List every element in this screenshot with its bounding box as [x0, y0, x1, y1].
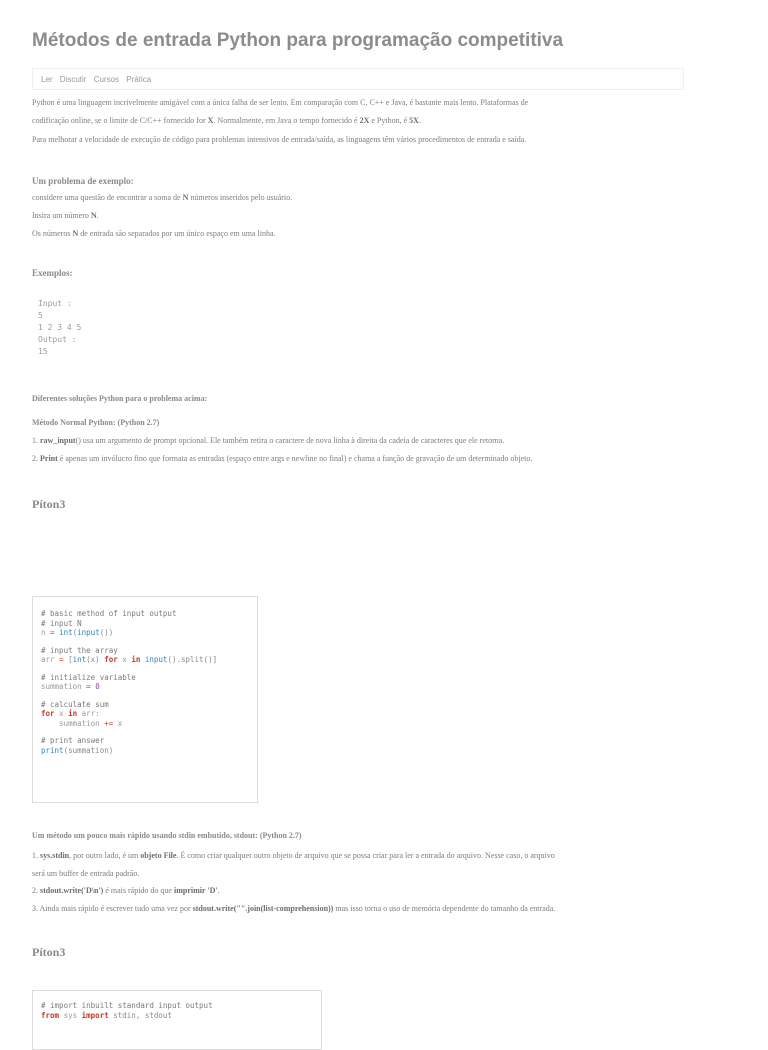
code-token: (x) [86, 655, 105, 664]
emphasis-text: 2X [359, 116, 370, 125]
code-blank-line [41, 665, 249, 673]
code-line [41, 609, 249, 619]
tab-pratica[interactable]: Prática [126, 75, 152, 84]
code-token: += [104, 718, 114, 728]
code-token: (summation) [63, 745, 114, 755]
method2-heading: Um método um pouco mais rápido usando stdin embutido, stdout: (Python 2.7) [32, 831, 302, 840]
code-block[interactable] [32, 990, 322, 1050]
method2-line [32, 851, 555, 861]
solutions-heading: Diferentes soluções Python para o problema acima: [32, 394, 208, 403]
code-token: ( [72, 628, 78, 637]
code-token: summation [41, 682, 87, 691]
code-token: x [54, 709, 69, 718]
code-token: for [104, 655, 118, 664]
text-run: 2. [32, 454, 40, 463]
code-blank-line [41, 692, 249, 700]
emphasis-text: stdout.write('D\n') [40, 886, 104, 895]
example-io: Input : 5 1 2 3 4 5 Output : 15 [38, 299, 82, 356]
code-line [41, 709, 249, 719]
code-token: ()) [99, 628, 114, 637]
code-token: = [86, 682, 91, 691]
code-token: x [113, 718, 123, 728]
code-blank-line [41, 638, 249, 646]
code-token: # input the array [41, 645, 118, 655]
code-line [41, 1011, 313, 1021]
text-run: considere uma questão de encontrar a soma de [32, 193, 183, 202]
code-token: ().split()] [167, 655, 218, 664]
code-line [41, 682, 249, 692]
code-token: input [144, 655, 168, 664]
intro-line [32, 98, 528, 108]
text-run: Python é uma linguagem incrivelmente amigável com a única falha de ser lento. Em comparação com C, C++ e Java, é bastante mais lento. Plataformas de [32, 98, 529, 107]
emphasis-text: sys.stdin [40, 851, 70, 860]
code-line [41, 736, 249, 746]
text-run: mas isso torna o uso de memória dependente do tamanho da entrada. [333, 904, 556, 913]
text-run: é mais rápido do que [103, 886, 174, 895]
code-token: 0 [95, 682, 100, 691]
code-token: = [59, 655, 64, 664]
code-line [41, 628, 249, 638]
text-run: 1. [32, 851, 40, 860]
text-run: será um buffer de entrada padrão. [32, 869, 140, 878]
code-line [41, 719, 249, 729]
code-block[interactable] [32, 596, 258, 803]
method1-line [32, 454, 532, 464]
code-line [41, 1001, 313, 1011]
code-token: sys [59, 1010, 82, 1020]
intro-line [32, 116, 421, 126]
code-token: # basic method of input output [41, 609, 177, 618]
text-run: codificação online, se o limite de C/C++ fornecido for [32, 116, 208, 125]
examples-heading: Exemplos: [32, 268, 73, 278]
tab-cursos[interactable]: Cursos [93, 75, 120, 84]
method2-line [32, 904, 555, 914]
code-token: [ [63, 655, 73, 664]
text-run: Os números [32, 229, 73, 238]
emphasis-text: N [72, 229, 79, 238]
text-run: . [418, 116, 421, 125]
code-line [41, 646, 249, 656]
text-run: 2. [32, 886, 40, 895]
emphasis-text: X [207, 116, 214, 125]
code-token: n [41, 628, 51, 637]
code-token: in [68, 709, 78, 718]
section-heading-python3: Píton3 [32, 497, 66, 511]
emphasis-text: raw_input [40, 436, 76, 445]
code-token: = [50, 628, 55, 637]
text-run: é apenas um invólucro fino que formata as entradas (espaço entre args e newline no final) e chama a função de gravação de um determinado objeto. [57, 454, 533, 463]
code-token: # import inbuilt standard input output [41, 1001, 213, 1010]
code-token: # calculate sum [41, 699, 109, 709]
text-run: Insira um número [32, 211, 91, 220]
code-line [41, 619, 249, 629]
code-token: for [41, 709, 55, 718]
code-token: int [72, 655, 87, 664]
code-token: # initialize variable [41, 672, 136, 682]
text-run: números inseridos pelo usuário. [188, 193, 293, 202]
problem-line [32, 211, 99, 221]
text-run: , por outro lado, é um [69, 851, 141, 860]
text-run: e Python, é [369, 116, 410, 125]
code-line [41, 655, 249, 665]
code-token: # input N [41, 618, 82, 628]
method2-line [32, 869, 139, 879]
emphasis-text: imprimir 'D' [173, 886, 218, 895]
code-token: arr: [77, 709, 100, 718]
section-heading-python3: Píton3 [32, 945, 66, 959]
tab-discutir[interactable]: Discutir [59, 75, 87, 84]
text-run: . É como criar qualquer outro objeto de arquivo que se possa criar para ler a entrada do arquivo. Nesse caso, o arquivo [176, 851, 555, 860]
text-run: 1. [32, 436, 40, 445]
emphasis-text: objeto File [140, 851, 177, 860]
code-token: # print answer [41, 736, 105, 745]
text-run: () usa um argumento de prompt opcional. Ele também retira o caractere de nova linha à direita da cadeia de caracteres que ele retorna. [75, 436, 505, 445]
method1-heading: Método Normal Python: (Python 2.7) [32, 418, 160, 427]
text-run: . Normalmente, em Java o tempo fornecido é [213, 116, 360, 125]
text-run: de entrada são separados por um único espaço em uma linha. [78, 229, 276, 238]
emphasis-text: N [90, 211, 97, 220]
code-token: x [117, 655, 132, 664]
code-token: from [41, 1010, 60, 1020]
text-run: . [96, 211, 99, 220]
emphasis-text: 5X [409, 116, 419, 125]
emphasis-text: stdout.write("".join(list-comprehension)) [192, 904, 334, 913]
method2-line [32, 886, 220, 896]
text-run: 3. Ainda mais rápido é escrever tudo uma vez por [32, 904, 193, 913]
text-run: . [217, 886, 220, 895]
code-blank-line [41, 728, 249, 736]
code-line [41, 700, 249, 710]
code-token: stdin, stdout [108, 1010, 172, 1020]
code-token: import [81, 1010, 109, 1020]
code-token: summation [41, 718, 105, 728]
problem-line [32, 229, 276, 239]
code-token: in [131, 655, 141, 664]
method1-line [32, 436, 504, 446]
problem-heading: Um problema de exemplo: [32, 176, 134, 186]
intro-line [32, 135, 526, 145]
code-token: arr [41, 655, 60, 664]
problem-line [32, 193, 292, 203]
article-tabs [32, 68, 684, 90]
code-token: print [41, 745, 64, 755]
code-line [41, 673, 249, 683]
emphasis-text: N [182, 193, 189, 202]
code-line [41, 746, 249, 756]
emphasis-text: Print [40, 454, 58, 463]
text-run: Para melhorar a velocidade de execução de código para problemas intensivos de entrada/saída, as linguagens têm vários procedimentos de entrada e saída. [32, 135, 527, 144]
code-token: int [59, 628, 73, 637]
code-token: input [77, 628, 100, 637]
tab-ler[interactable]: Ler [41, 75, 53, 84]
page-title: Métodos de entrada Python para programação competitiva [32, 30, 564, 51]
